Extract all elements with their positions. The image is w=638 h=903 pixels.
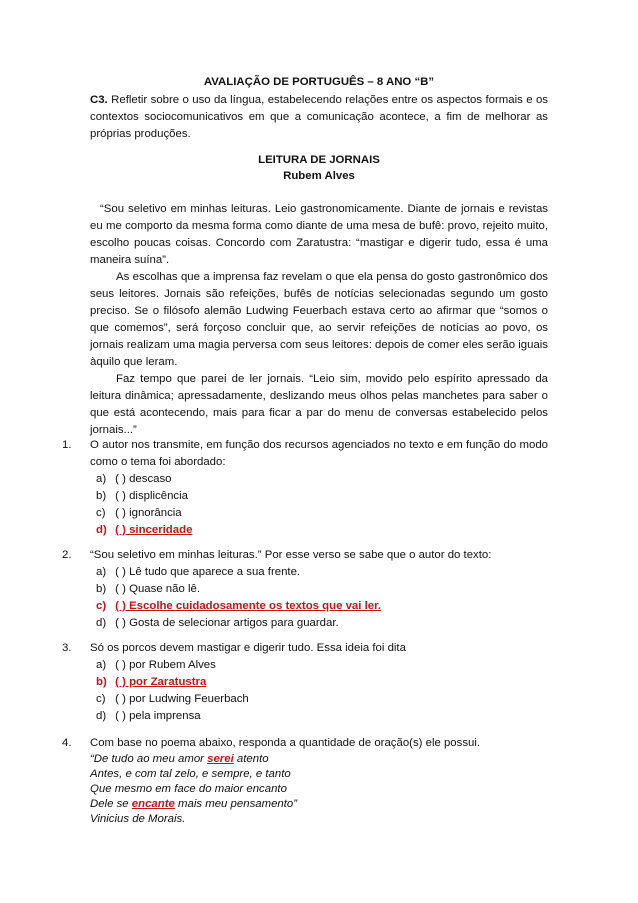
question-number: 1. xyxy=(62,439,72,451)
options-list xyxy=(96,471,548,539)
reading-paragraph-3: Faz tempo que parei de ler jornais. “Leio sim, movido pelo espírito apressado da leitura dinâmica; apressadamente, deslizando meus olhos pelas manchetes para saber o que está acontecendo, mais para ficar a par do menu de conversas estabelecido pelos jornais...” xyxy=(90,373,548,436)
exam-title: AVALIAÇÃO DE PORTUGUÊS – 8 ANO “B” xyxy=(203,76,435,88)
option-a[interactable]: a) ( ) por Rubem Alves xyxy=(96,659,216,671)
reading-author: Rubem Alves xyxy=(283,170,355,182)
option-d[interactable]: d) ( ) pela imprensa xyxy=(96,710,201,722)
c3-text: Refletir sobre o uso da língua, estabelecendo relações entre os aspectos formais e os contextos sociocomunicativos em que a comunicação acontece, a fim de melhorar as próprias produções. xyxy=(90,94,548,140)
question-3 xyxy=(62,640,548,725)
option-a[interactable]: a) ( ) descaso xyxy=(96,473,172,485)
question-1 xyxy=(62,437,548,539)
question-2 xyxy=(62,547,548,632)
reading-paragraph-2: As escolhas que a imprensa faz revelam o que ela pensa do gosto gastronômico dos seus leitores. Jornais são refeições, bufês de notícias selecionadas segundo um gosto preciso. Se o filósofo alemão Ludwing Feuerbach estava certo ao afirmar que “somos o que comemos”, será forçoso concluir que, ao servir refeições de notícias ao povo, os jornais realizam uma magia perversa com seus leitores: depois de comer eles serão iguais àquilo que leram. xyxy=(90,271,548,368)
question-stem: O autor nos transmite, em função dos recursos agenciados no texto e em função do modo como o tema foi abordado: xyxy=(90,439,548,468)
poem-line-1: “De tudo ao meu amor serei atento xyxy=(90,753,269,765)
option-b-answer[interactable]: b) ( ) por Zaratustra xyxy=(96,676,207,688)
option-a[interactable]: a) ( ) Lê tudo que aparece a sua frente. xyxy=(96,566,301,578)
option-b[interactable]: b) ( ) Quase não lê. xyxy=(96,583,201,595)
highlighted-verb: encante xyxy=(131,798,175,810)
question-number: 3. xyxy=(62,642,72,654)
poem xyxy=(90,752,548,827)
poem-signature: Vinicius de Morais. xyxy=(90,813,186,825)
poem-line-4: Dele se encante mais meu pensamento” xyxy=(90,798,298,810)
reading-text xyxy=(90,201,548,439)
competency-c3 xyxy=(90,92,548,143)
question-stem: “Sou seletivo em minhas leituras.” Por esse verso se sabe que o autor do texto: xyxy=(90,549,492,561)
question-4 xyxy=(62,735,548,827)
options-list xyxy=(96,564,548,632)
highlighted-verb: serei xyxy=(207,753,234,765)
question-number: 2. xyxy=(62,549,72,561)
options-list xyxy=(96,657,548,725)
option-d[interactable]: d) ( ) Gosta de selecionar artigos para guardar. xyxy=(96,617,339,629)
c3-label: C3. xyxy=(90,94,108,106)
option-c[interactable]: c) ( ) por Ludwing Feuerbach xyxy=(96,693,249,705)
question-number: 4. xyxy=(62,737,72,749)
question-stem: Com base no poema abaixo, responda a quantidade de oração(s) ele possui. xyxy=(90,737,481,749)
poem-line-3: Que mesmo em face do maior encanto xyxy=(90,783,287,795)
option-b[interactable]: b) ( ) displicência xyxy=(96,490,188,502)
question-stem: Só os porcos devem mastigar e digerir tudo. Essa ideia foi dita xyxy=(90,642,406,654)
option-c-answer[interactable]: c) ( ) Escolhe cuidadosamente os textos que vai ler. xyxy=(96,600,382,612)
poem-line-2: Antes, e com tal zelo, e sempre, e tanto xyxy=(90,768,291,780)
option-d-answer[interactable]: d) ( ) sinceridade xyxy=(96,524,193,536)
reading-paragraph-1: “Sou seletivo em minhas leituras. Leio gastronomicamente. Diante de jornais e revistas eu me comporto da mesma forma como diante de uma mesa de bufê: provo, rejeito muito, escolho poucas coisas. Concordo com Zaratustra: “mastigar e digerir tudo, essa é uma maneira suína”. xyxy=(90,203,548,266)
option-c[interactable]: c) ( ) ignorância xyxy=(96,507,182,519)
reading-title: LEITURA DE JORNAIS xyxy=(258,154,380,166)
